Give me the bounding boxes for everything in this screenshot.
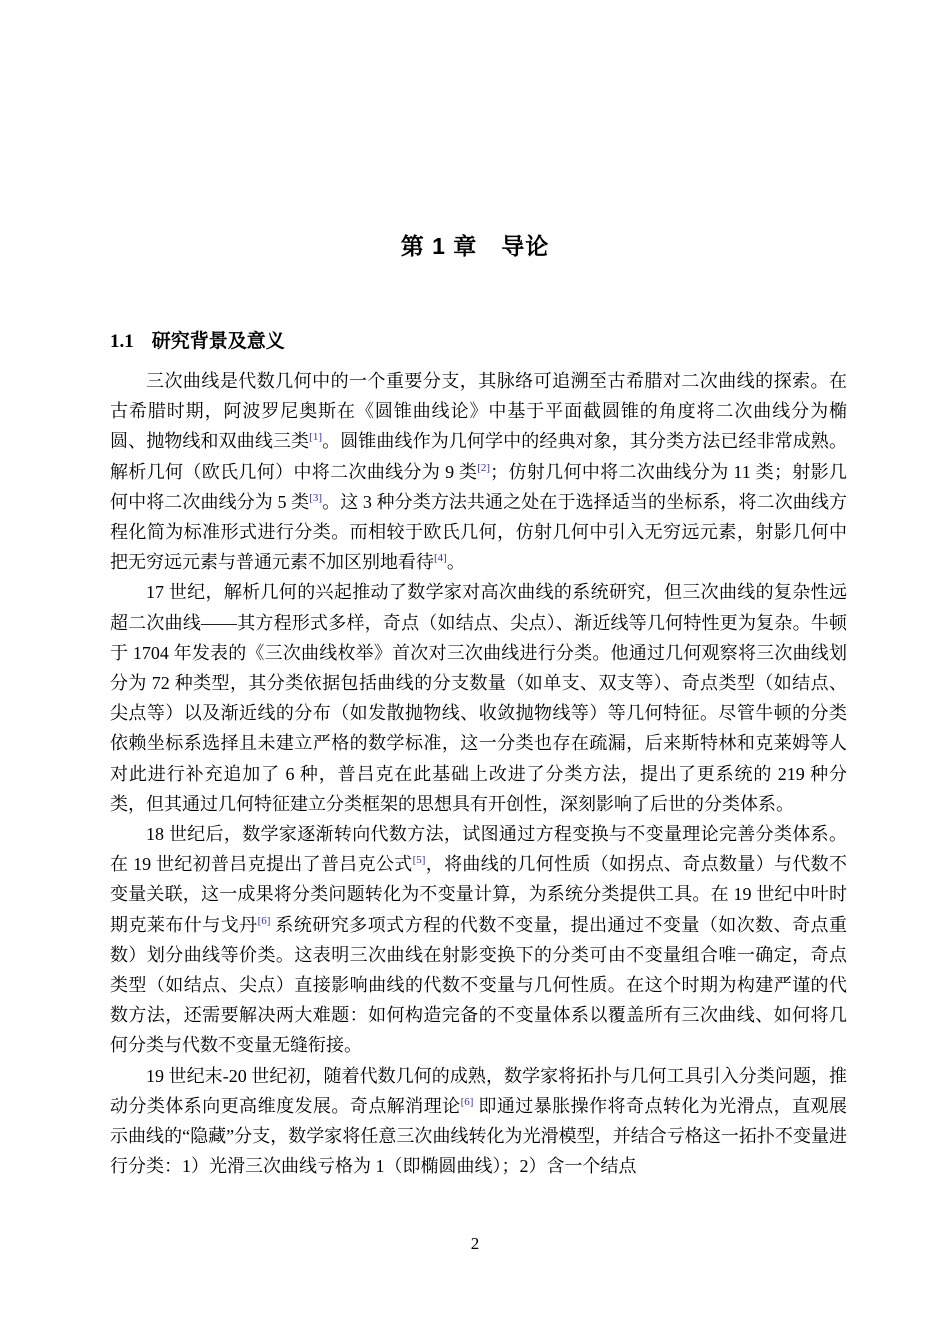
citation-ref[interactable]: [6] — [257, 914, 271, 927]
paragraph-text: ；仿射几何中将二次曲线分为 11 类；射影几何中将二次曲线分为 5 类 — [110, 461, 847, 512]
paragraph-text: 。圆锥曲线作为几何学中的经典对象，其分类方法已经非常成熟。解析几何（欧氏几何）中将二次曲线分为 9 类 — [110, 431, 848, 482]
chapter-title: 第 1 章 导论 — [400, 233, 550, 259]
paragraph — [110, 1061, 847, 1182]
citation-ref[interactable]: [4] — [434, 552, 447, 565]
page-number: 2 — [470, 1234, 480, 1253]
paragraph-text: 。 — [446, 552, 465, 573]
paragraph-text: 18 世纪后，数学家逐渐转向代数方法，试图通过方程变换与不变量理论完善分类体系。在 19 世纪初普吕克提出了普吕克公式 — [110, 824, 847, 875]
citation-ref[interactable]: [3] — [309, 491, 323, 504]
body-paragraphs — [110, 366, 847, 1181]
paragraph-text: ，将曲线的几何性质（如拐点、奇点数量）与代数不变量关联，这一成果将分类问题转化为不变量计算，为系统分类提供工具。在 19 世纪中叶时期克莱布什与戈丹 — [110, 854, 848, 935]
paragraph-text: 。这 3 种分类方法共通之处在于选择适当的坐标系，将二次曲线方程化简为标准形式进行分类。而相较于欧氏几何，仿射几何中引入无穷远元素，射影几何中把无穷远元素与普通元素不加区别地看待 — [110, 491, 848, 573]
paragraph-text: 17 世纪，解析几何的兴起推动了数学家对高次曲线的系统研究，但三次曲线的复杂性远超二次曲线——其方程形式多样，奇点（如结点、尖点）、渐近线等几何特性更为复杂。牛顿于 1704 年发表的《三次曲线枚举》首次对三次曲线进行分类。他通过几何观察将三次曲线划分为 72 种类型，其分类依据包括曲线的分支数量（如单支、双支等）、奇点类型（如结点、尖点等）以及渐近线的分布（如发散抛物线、收敛抛物线等）等几何特征。尽管牛顿的分类依赖坐标系选择且未建立严格的数学标准，这一分类也存在疏漏，后来斯特林和克莱姆等人对此进行补充追加了 6 种，普吕克在此基础上改进了分类方法，提出了更系统的 219 种分类，但其通过几何特征建立分类框架的思想具有开创性，深刻影响了后世的分类体系。 — [110, 582, 847, 814]
section-heading — [110, 329, 285, 355]
paragraph-text: 19 世纪末-20 世纪初，随着代数几何的成熟，数学家将拓扑与几何工具引入分类问题，推动分类体系向更高维度发展。奇点解消理论 — [110, 1065, 847, 1116]
paragraph — [110, 819, 847, 1061]
citation-ref[interactable]: [2] — [477, 461, 491, 474]
paragraph-text: 即通过暴胀操作将奇点转化为光滑点，直观展示曲线的“隐藏”分支，数学家将任意三次曲线转化为光滑模型，并结合亏格这一拓扑不变量进行分类：1）光滑三次曲线亏格为 1（即椭圆曲线）；2）含一个结点 — [110, 1095, 847, 1177]
paragraph-text: 系统研究多项式方程的代数不变量，提出通过不变量（如次数、奇点重数）划分曲线等价类。这表明三次曲线在射影变换下的分类可由不变量组合唯一确定，奇点类型（如结点、尖点）直接影响曲线的代数不变量与几何性质。在这个时期为构建严谨的代数方法，还需要解决两大难题：如何构造完备的不变量体系以覆盖所有三次曲线、如何将几何分类与代数不变量无缝衔接。 — [110, 914, 847, 1056]
citation-ref[interactable]: [1] — [309, 431, 322, 444]
paragraph — [110, 366, 847, 577]
citation-ref[interactable]: [5] — [412, 854, 426, 867]
citation-ref[interactable]: [6] — [460, 1095, 474, 1108]
section-number: 1.1 — [110, 331, 134, 352]
paragraph-text: 三次曲线是代数几何中的一个重要分支，其脉络可追溯至古希腊对二次曲线的探索。在古希腊时期，阿波罗尼奥斯在《圆锥曲线论》中基于平面截圆锥的角度将二次曲线分为椭圆、抛物线和双曲线三类 — [110, 371, 847, 452]
paragraph — [110, 577, 847, 819]
section-title: 研究背景及意义 — [151, 331, 285, 352]
